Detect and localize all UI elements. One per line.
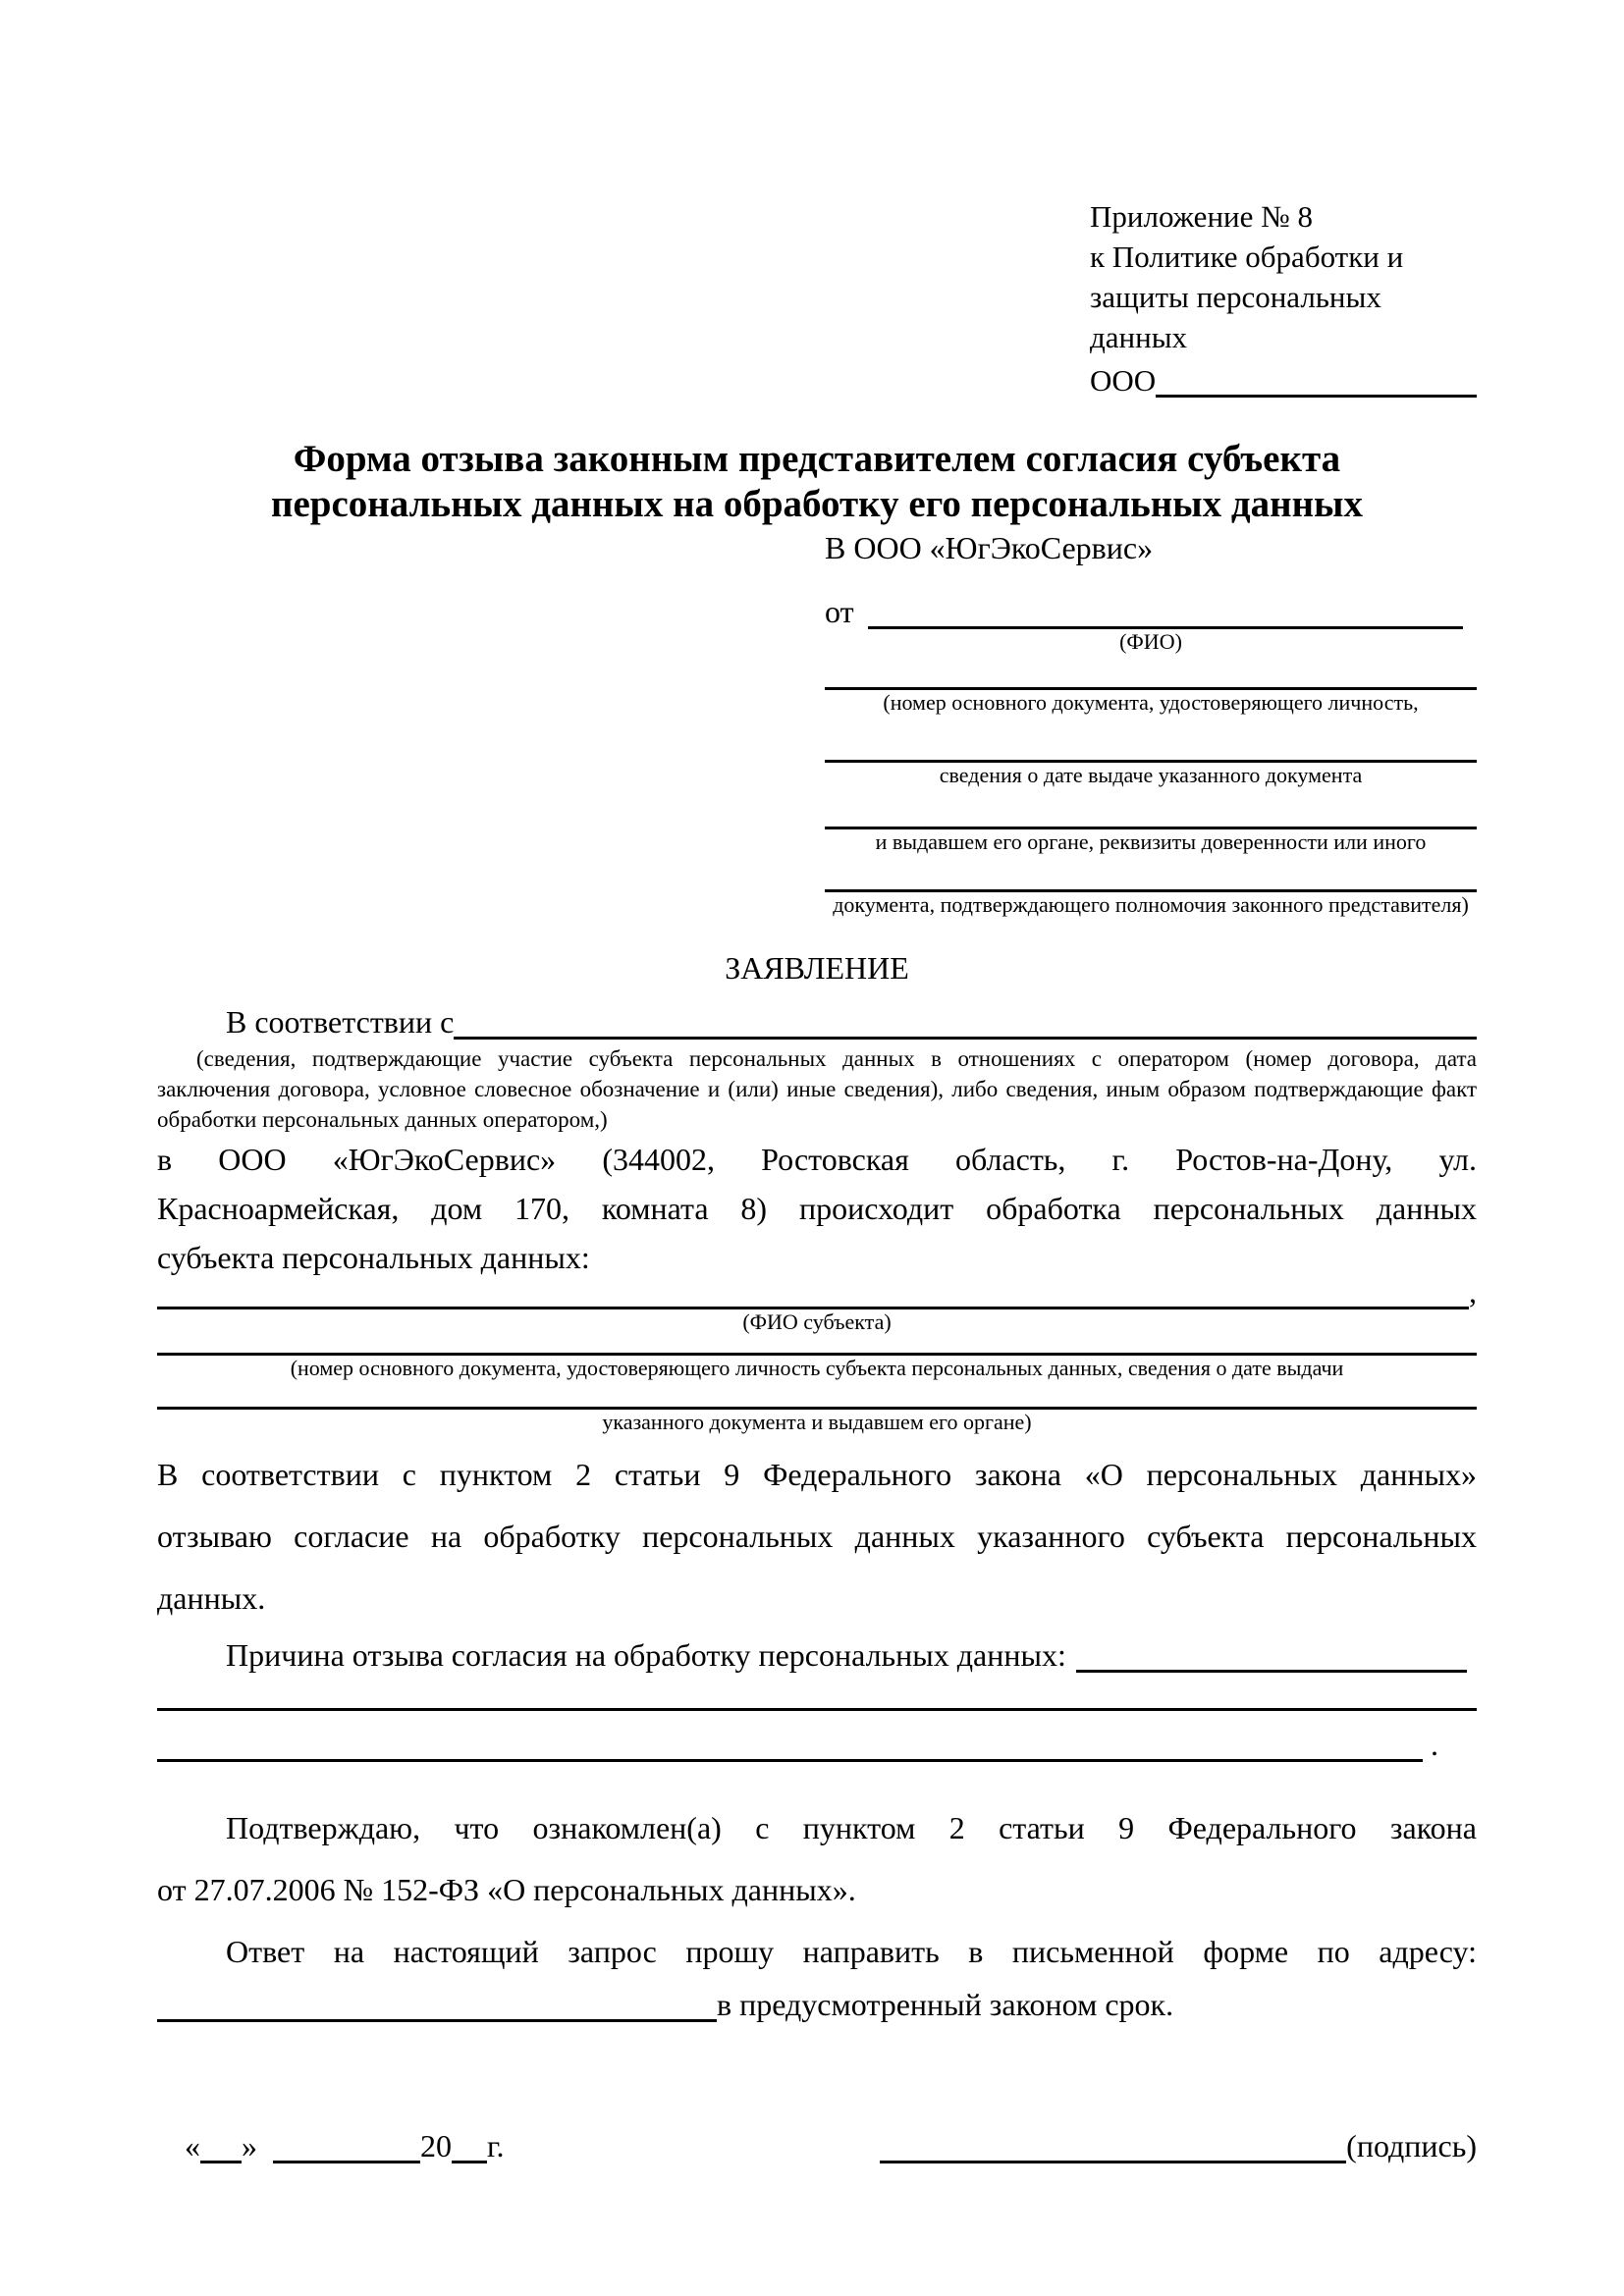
company-name-blank[interactable] bbox=[1156, 395, 1477, 398]
representative-doc-blank-4[interactable] bbox=[825, 855, 1477, 892]
reason-period: . bbox=[1431, 1726, 1438, 1762]
basis-prefix: В соответствии с bbox=[226, 1003, 455, 1040]
representative-doc-blank-3[interactable] bbox=[825, 788, 1477, 829]
subject-doc-caption-1: (номер основного документа, удостоверяющего личность субъекта персональных данных, сведения о дате выдачи bbox=[290, 1356, 1344, 1380]
subject-doc-blank-2[interactable] bbox=[157, 1380, 1477, 1410]
date-year-blank[interactable] bbox=[452, 2117, 487, 2163]
response-row bbox=[157, 1983, 1477, 2022]
representative-doc-caption-3: и выдавшем его органе, реквизиты доверенности или иного bbox=[875, 829, 1427, 854]
representative-doc-caption-1: (номер основного документа, удостоверяющего личность, bbox=[883, 690, 1419, 715]
document-title: Форма отзыва законным представителем согласия субъекта персональных данных на обработку его персональных данных bbox=[270, 438, 1364, 525]
representative-doc-blank-2[interactable] bbox=[825, 716, 1477, 763]
appendix-number: Приложение № 8 bbox=[1090, 199, 1313, 234]
fio-caption: (ФИО) bbox=[1119, 629, 1182, 654]
reason-blank-row-2 bbox=[157, 1711, 1477, 1762]
response-suffix: в предусмотренный законом срок. bbox=[717, 1986, 1174, 2022]
appendix-ref-line-2: защиты персональных данных bbox=[1090, 280, 1381, 354]
signature-blank[interactable] bbox=[880, 2117, 1346, 2163]
subject-doc-caption-2: указанного документа и выдавшем его органе) bbox=[602, 1410, 1032, 1434]
representative-doc-blank-1[interactable] bbox=[825, 655, 1477, 690]
subject-fio-caption: (ФИО субъекта) bbox=[742, 1309, 892, 1334]
date-day-blank[interactable] bbox=[200, 2117, 242, 2163]
from-row bbox=[825, 588, 1477, 629]
basis-note: (сведения, подтверждающие участие субъекта персональных данных в отношениях с оператором (номер договора, дата заключения договора, условное словесное обозначение и (или) иные сведения), либо сведения, иным образом подтверждающие факт обработки персональных данных оператором,) bbox=[157, 1046, 1477, 1132]
date-year-prefix: 20 bbox=[420, 2127, 452, 2163]
statement-heading: ЗАЯВЛЕНИЕ bbox=[725, 950, 909, 986]
company-name-row bbox=[1090, 357, 1477, 398]
date-year-suffix: г. bbox=[487, 2127, 505, 2163]
reason-label: Причина отзыва согласия на обработку персональных данных: bbox=[226, 1636, 1066, 1673]
company-prefix: ООО bbox=[1090, 362, 1157, 398]
basis-blank[interactable] bbox=[454, 1037, 1477, 1040]
reason-blank[interactable] bbox=[1076, 1670, 1467, 1673]
addressee-organization: В ООО «ЮгЭкоСервис» bbox=[825, 530, 1154, 565]
subject-fio-comma: , bbox=[1469, 1273, 1477, 1309]
subject-fio-row bbox=[157, 1273, 1477, 1309]
from-label: от bbox=[825, 593, 854, 629]
date-month-blank[interactable] bbox=[273, 2117, 420, 2163]
date-close-quote: » bbox=[242, 2127, 257, 2163]
address-blank[interactable] bbox=[157, 2019, 717, 2022]
appendix-ref-line-1: к Политике обработки и bbox=[1090, 240, 1404, 274]
representative-doc-caption-2: сведения о дате выдаче указанного документа bbox=[939, 763, 1363, 787]
signature-caption: (подпись) bbox=[1346, 2127, 1477, 2163]
confirm-paragraph: Подтверждаю, что ознакомлен(а) с пунктом 2 статьи 9 Федерального закона от 27.07.2006 № 152-ФЗ «О персональных данных». bbox=[157, 1810, 1477, 1907]
subject-doc-blank-1[interactable] bbox=[157, 1334, 1477, 1356]
reason-row bbox=[157, 1629, 1477, 1673]
footer-row bbox=[157, 2120, 1477, 2163]
withdrawal-paragraph: В соответствии с пунктом 2 статьи 9 Федерального закона «О персональных данных» отзываю согласие на обработку персональных данных указанного субъекта персональных данных. bbox=[157, 1457, 1477, 1616]
addressee-block bbox=[825, 527, 1477, 918]
appendix-header bbox=[1090, 196, 1477, 398]
response-address-line: Ответ на настоящий запрос прошу направить в письменной форме по адресу: bbox=[226, 1934, 1477, 1969]
signature-group bbox=[880, 2120, 1477, 2163]
operator-paragraph: в ООО «ЮгЭкоСервис» (344002, Ростовская область, г. Ростов-на-Дону, ул. Красноармейская, дом 170, комната 8) происходит обработка персональных данных субъекта персональных данных: bbox=[157, 1142, 1477, 1275]
date-open-quote: « bbox=[185, 2127, 200, 2163]
basis-row bbox=[157, 996, 1477, 1040]
date-group bbox=[157, 2120, 505, 2163]
reason-blank-line-2[interactable] bbox=[157, 1759, 1423, 1762]
reason-blank-line-1[interactable] bbox=[157, 1673, 1477, 1711]
representative-doc-caption-4: документа, подтверждающего полномочия законного представителя) bbox=[833, 892, 1469, 917]
